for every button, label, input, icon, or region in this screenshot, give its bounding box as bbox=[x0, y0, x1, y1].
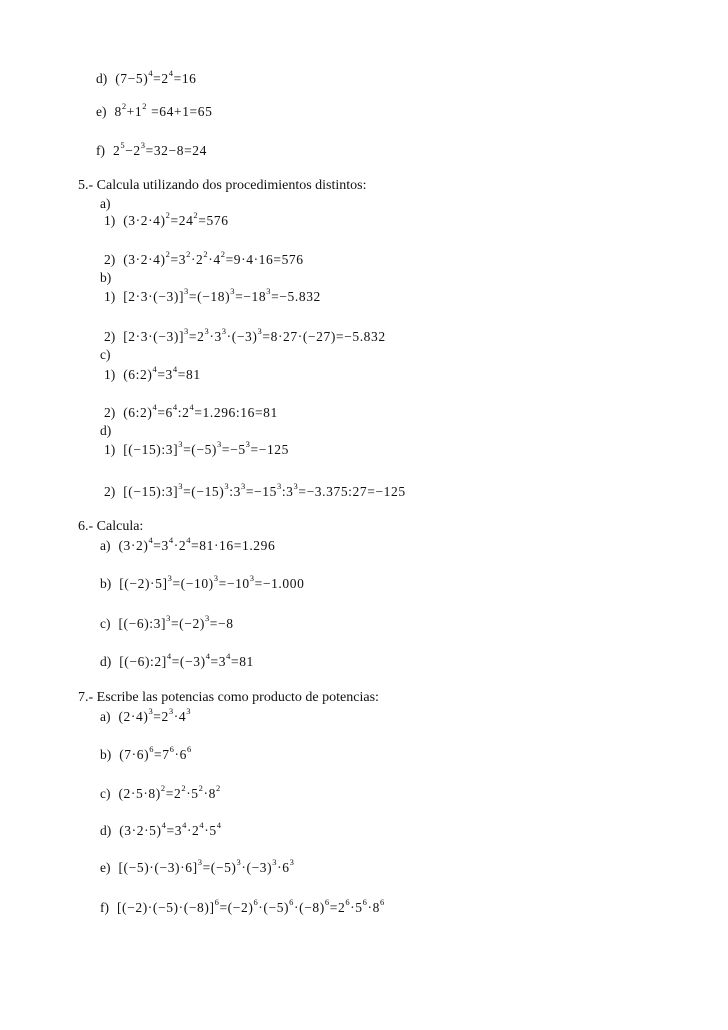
item-label: f) bbox=[100, 900, 109, 915]
item-label: c) bbox=[100, 786, 111, 801]
exercise-line bbox=[104, 402, 278, 421]
item-label: f) bbox=[96, 143, 105, 158]
item-label: b) bbox=[100, 747, 112, 762]
item-label: 1) bbox=[104, 213, 116, 228]
exercise-line bbox=[100, 706, 192, 725]
exercise-line bbox=[96, 140, 207, 159]
item-label: 2) bbox=[104, 405, 116, 420]
math-expression: $(3\cdot 2\cdot 4)^2=24^2=576$ bbox=[115, 210, 229, 228]
exercise-line bbox=[96, 101, 213, 120]
item-label: 1) bbox=[104, 367, 116, 382]
item-label: c) bbox=[100, 347, 111, 362]
item-label: a) bbox=[100, 538, 111, 553]
item-label: 2) bbox=[104, 484, 116, 499]
exercise-heading: 5.- Calcula utilizando dos procedimientos distintos: bbox=[78, 178, 367, 193]
math-expression: $[(-15):3]^3=(-15)^3:3^3=-15^3:3^3=-3.375:27=-125$ bbox=[115, 481, 406, 499]
exercise-line bbox=[104, 326, 386, 345]
exercise-line bbox=[100, 535, 276, 554]
math-expression: $2^5-2^3=32-8=24$ bbox=[105, 140, 207, 158]
item-label: 1) bbox=[104, 442, 116, 457]
item-label: b) bbox=[100, 576, 112, 591]
exercise-line bbox=[100, 270, 111, 286]
math-expression: $[(-2)\cdot 5]^3=(-10)^3=-10^3=-1.000$ bbox=[111, 573, 305, 591]
item-label: e) bbox=[100, 860, 111, 875]
item-label: a) bbox=[100, 196, 111, 211]
exercise-line bbox=[96, 68, 197, 87]
math-expression: $(6:2)^4=6^4:2^4=1.296:16=81$ bbox=[115, 402, 278, 420]
math-expression: $(3\cdot 2)^4=3^4\cdot 2^4=81\cdot 16=1.296$ bbox=[110, 535, 276, 553]
exercise-line bbox=[100, 613, 234, 632]
item-label: d) bbox=[100, 654, 112, 669]
math-expression: $(2\cdot 4)^3=2^3\cdot 4^3$ bbox=[110, 706, 192, 724]
math-expression: $(2\cdot 5\cdot 8)^2=2^2\cdot 5^2\cdot 8^2$ bbox=[110, 783, 221, 801]
item-label: e) bbox=[96, 104, 107, 119]
exercise-heading: 6.- Calcula: bbox=[78, 519, 144, 534]
math-expression: $[(-5)\cdot(-3)\cdot 6]^3=(-5)^3\cdot(-3)^3\cdot 6^3$ bbox=[110, 857, 295, 875]
math-expression: $[(-6):2]^4=(-3)^4=3^4=81$ bbox=[111, 651, 254, 669]
exercise-line bbox=[100, 897, 385, 916]
math-expression: $(6:2)^4=3^4=81$ bbox=[115, 364, 201, 382]
item-label: d) bbox=[96, 71, 108, 86]
math-expression: $[(-6):3]^3=(-2)^3=-8$ bbox=[110, 613, 234, 631]
item-label: c) bbox=[100, 616, 111, 631]
exercise-line bbox=[104, 249, 304, 268]
exercise-line bbox=[104, 286, 321, 305]
math-expression: $[(-2)\cdot(-5)\cdot(-8)]^6=(-2)^6\cdot(-5)^6\cdot(-8)^6=2^6\cdot 5^6\cdot 8^6$ bbox=[109, 897, 385, 915]
item-label: 1) bbox=[104, 289, 116, 304]
item-label: 2) bbox=[104, 252, 116, 267]
exercise-line bbox=[104, 481, 406, 500]
exercise-heading: 7.- Escribe las potencias como producto de potencias: bbox=[78, 690, 379, 705]
item-label: b) bbox=[100, 270, 112, 285]
math-expression: $(3\cdot 2\cdot 4)^2=3^2\cdot 2^2\cdot 4^2=9\cdot 4\cdot 16=576$ bbox=[115, 249, 304, 267]
exercise-line bbox=[104, 210, 229, 229]
exercise-line bbox=[100, 744, 192, 763]
exercise-line bbox=[100, 423, 111, 439]
exercise-line bbox=[100, 783, 221, 802]
math-expression: $[2\cdot 3\cdot(-3)]^3=(-18)^3=-18^3=-5.832$ bbox=[115, 286, 321, 304]
exercise-line bbox=[104, 364, 201, 383]
exercise-line bbox=[100, 651, 254, 670]
exercise-line bbox=[100, 196, 111, 212]
exercise-line bbox=[100, 573, 305, 592]
item-label: d) bbox=[100, 423, 112, 438]
exercise-line bbox=[100, 820, 222, 839]
item-label: a) bbox=[100, 709, 111, 724]
math-expression: $(7-5)^4=2^4=16$ bbox=[107, 68, 197, 86]
math-expression: $8^2+1^2 =64+1=65$ bbox=[106, 101, 213, 119]
math-expression: $(7\cdot 6)^6=7^6\cdot 6^6$ bbox=[111, 744, 192, 762]
exercise-line bbox=[100, 347, 111, 363]
exercise-line bbox=[100, 857, 295, 876]
math-expression: $[(-15):3]^3=(-5)^3=-5^3=-125$ bbox=[115, 439, 290, 457]
item-label: 2) bbox=[104, 329, 116, 344]
exercise-line bbox=[104, 439, 290, 458]
math-expression: $[2\cdot 3\cdot(-3)]^3=2^3\cdot 3^3\cdot(-3)^3=8\cdot 27\cdot(-27)=-5.832$ bbox=[115, 326, 386, 344]
item-label: d) bbox=[100, 823, 112, 838]
math-expression: $(3\cdot 2\cdot 5)^4=3^4\cdot 2^4\cdot 5^4$ bbox=[111, 820, 222, 838]
